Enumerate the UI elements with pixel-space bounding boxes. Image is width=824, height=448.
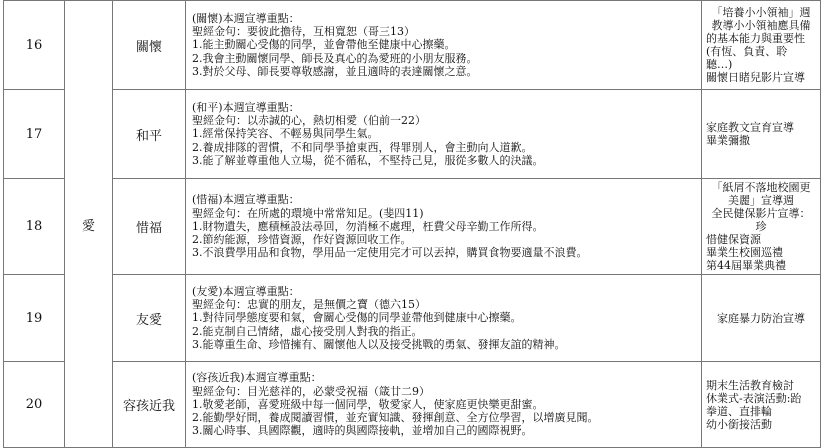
activity-line: 期末生活教育檢討 (706, 378, 794, 392)
activity-line: 休業式-表演活動:跆 (706, 391, 802, 405)
weekly-focus (186, 1, 702, 90)
activity-line: 「培養小小領袖」週 (711, 6, 811, 19)
weekly-focus (186, 275, 702, 362)
content-line: 2.能克制自己情緒，虛心接受別人對我的指正。 (192, 324, 423, 338)
week-number: 19 (4, 275, 65, 362)
content-line: (惜福)本週宣導重點： (192, 193, 300, 207)
content-line: 2.養成排隊的習慣，不和同學爭搶東西，得罪別人，會主動向人道歉。 (192, 140, 533, 154)
activity-line: (有恆、負責、聆 (706, 45, 788, 58)
week-number: 16 (4, 1, 65, 90)
activity-line: 全民健保影片宣導： (711, 207, 811, 220)
virtue-name: 友愛 (113, 275, 186, 362)
activities-cell (702, 179, 821, 275)
week-number: 17 (4, 90, 65, 179)
content-line: 1.敬愛老師，喜愛班級中每一個同學，敬愛家人，使家庭更快樂更甜蜜。 (192, 397, 544, 411)
activities-cell (702, 362, 821, 448)
content-line: 3.對於父母、師長要尊敬感謝，並且適時的表達關懷之意。 (192, 64, 478, 78)
activity-line: 拳道、直排輪 (706, 404, 772, 418)
content-line: 1.能主動關心受傷的同學，並會帶他至健康中心擦藥。 (192, 38, 456, 52)
virtue-name: 和平 (113, 90, 186, 179)
table-row (4, 1, 821, 90)
table-row (4, 90, 821, 179)
activity-line: 「紙屑不落地校園更 (711, 181, 811, 194)
content-line: 聖經金句：要彼此擔待，互相寬恕（哥三13） (192, 25, 415, 39)
content-line: (容孩近我)本週宣導重點： (192, 371, 322, 385)
table-row (4, 179, 821, 275)
content-line: 聖經金句：目光慈祥的，必蒙受祝福（箴廿二9） (192, 384, 430, 398)
weekly-focus (186, 362, 702, 448)
content-line: 2.我會主動關懷同學、師長及真心的為愛班的小朋友服務。 (192, 51, 478, 65)
content-line: 1.經常保持笑容、不輕易與同學生氣。 (192, 127, 379, 141)
table-row (4, 362, 821, 448)
activity-line: 珍 (755, 220, 767, 233)
weekly-focus (186, 90, 702, 179)
table-row (4, 275, 821, 362)
content-line: 1.對待同學態度要和氣，會關心受傷的同學並帶他到健康中心擦藥。 (192, 311, 522, 325)
schedule-sheet (3, 0, 821, 446)
content-line: 3.能尊重生命、珍惜擁有、關懷他人以及接受挑戰的勇氣、發揮友誼的精神。 (192, 337, 566, 351)
virtue-schedule-table (3, 0, 821, 448)
activity-line: 美麗」宣導週 (728, 194, 794, 207)
content-line: (和平)本週宣導重點： (192, 100, 300, 114)
content-line: (關懷)本週宣導重點： (192, 11, 300, 25)
week-number: 20 (4, 362, 65, 448)
activities-cell (702, 1, 821, 90)
activity-line: 畢業生校園巡禮 (706, 246, 783, 259)
content-line: 聖經金句：在所處的環境中常常知足。(斐四11) (192, 206, 424, 220)
activity-line: 畢業彌撒 (706, 134, 750, 147)
activity-line: 的基本能力與重要性 (706, 32, 805, 45)
content-line: 3.關心時事、具國際觀，適時的與國際接軌，並增加自己的國際視野。 (192, 424, 533, 438)
activity-line: 家庭暴力防治宣導 (717, 311, 805, 325)
activity-line: 家庭教文宣育宣導 (706, 121, 794, 134)
virtue-name: 惜福 (113, 179, 186, 275)
activity-line: 關懷日睹兒影片宣導 (706, 71, 805, 84)
content-line: 聖經金句：忠實的朋友，是無價之寶（德六15） (192, 298, 426, 312)
content-line: 2.能勤學好問，養成閱讀習慣，並充實知識、發揮創意、全方位學習，以增廣見聞。 (192, 411, 599, 425)
activities-cell (702, 90, 821, 179)
content-line: 聖經金句：以赤誠的心，熱切相愛（伯前一22） (192, 114, 426, 128)
content-line: 3.不浪費學用品和食物，學用品一定使用完才可以丟掉，購買食物要適量不浪費。 (192, 246, 588, 260)
weekly-focus (186, 179, 702, 275)
virtue-name: 關懷 (113, 1, 186, 90)
activity-line: 幼小銜接活動 (706, 417, 772, 431)
theme-cell: 愛 (65, 1, 113, 448)
activity-line: 教導小小領袖應具備 (711, 19, 811, 32)
week-number: 18 (4, 179, 65, 275)
activity-line: 第44屆畢業典禮 (706, 259, 786, 272)
content-line: (友愛)本週宣導重點： (192, 284, 300, 298)
activity-line: 聽…) (706, 58, 733, 71)
content-line: 1.財物遺失，應積極設法尋回，勿消極不處理，枉費父母辛勤工作所得。 (192, 219, 544, 233)
activities-cell (702, 275, 821, 362)
content-line: 3.能了解並尊重他人立場，從不循私，不堅持己見，服從多數人的決議。 (192, 153, 544, 167)
content-line: 2.節約能源，珍惜資源，作好資源回收工作。 (192, 233, 412, 247)
activity-line: 惜健保資源 (706, 233, 761, 246)
virtue-name: 容孩近我 (113, 362, 186, 448)
